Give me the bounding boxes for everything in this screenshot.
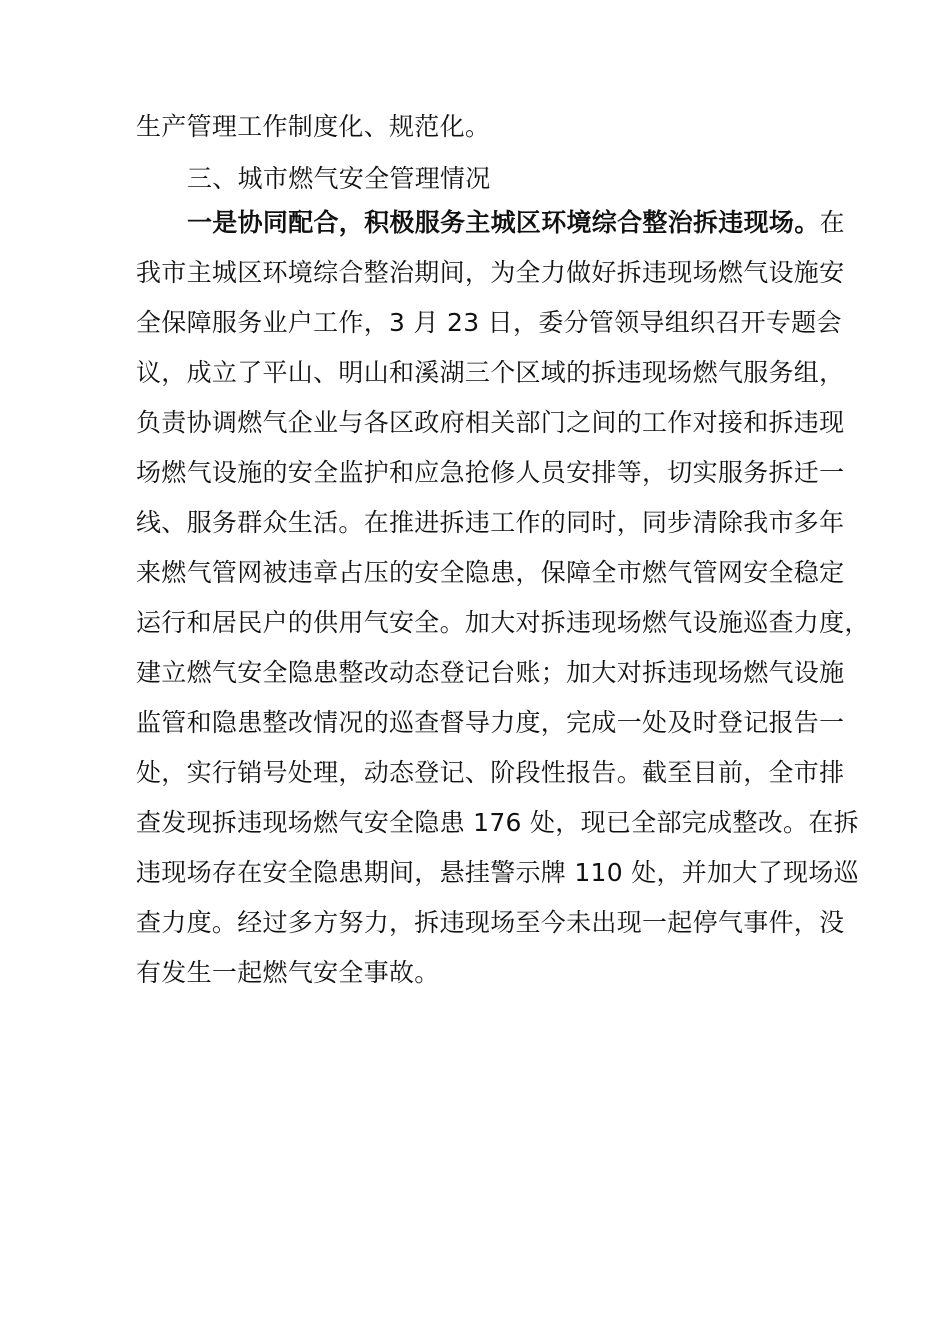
paragraph-line: 运行和居民户的供用气安全。加大对拆违现场燃气设施巡查力度， — [136, 608, 870, 637]
paragraph-line: 全保障服务业户工作，3 月 23 日，委分管领导组织召开专题会 — [136, 308, 842, 337]
paragraph-line: 线、服务群众生活。在推进拆违工作的同时，同步清除我市多年 — [136, 508, 845, 537]
paragraph-line: 建立燃气安全隐患整改动态登记台账；加大对拆违现场燃气设施 — [136, 658, 845, 687]
paragraph-line: 查发现拆违现场燃气安全隐患 176 处，现已全部完成整改。在拆 — [136, 808, 859, 837]
paragraph-line: 我市主城区环境综合整治期间，为全力做好拆违现场燃气设施安 — [136, 258, 845, 287]
paragraph-line: 监管和隐患整改情况的巡查督导力度，完成一处及时登记报告一 — [136, 708, 845, 737]
intro-line: 生产管理工作制度化、规范化。 — [136, 112, 491, 141]
paragraph-first-line — [187, 208, 845, 238]
paragraph-line: 议，成立了平山、明山和溪湖三个区域的拆违现场燃气服务组， — [136, 358, 845, 387]
paragraph-line: 场燃气设施的安全监护和应急抢修人员安排等，切实服务拆迁一 — [136, 458, 845, 487]
paragraph-line: 查力度。经过多方努力，拆违现场至今未出现一起停气事件，没 — [136, 908, 845, 937]
paragraph-line: 负责协调燃气企业与各区政府相关部门之间的工作对接和拆违现 — [136, 408, 845, 437]
paragraph-line: 有发生一起燃气安全事故。 — [136, 958, 440, 987]
paragraph-line: 处，实行销号处理，动态登记、阶段性报告。截至目前，全市排 — [136, 758, 845, 787]
paragraph-line: 违现场存在安全隐患期间，悬挂警示牌 110 处，并加大了现场巡 — [136, 858, 859, 887]
section-heading: 三、城市燃气安全管理情况 — [187, 164, 491, 193]
paragraph-lead-bold: 一是协同配合，积极服务主城区环境综合整治拆违现场。 — [187, 208, 820, 237]
paragraph-line: 来燃气管网被违章占压的安全隐患，保障全市燃气管网安全稳定 — [136, 558, 845, 587]
paragraph-lead-tail: 在 — [819, 208, 845, 237]
